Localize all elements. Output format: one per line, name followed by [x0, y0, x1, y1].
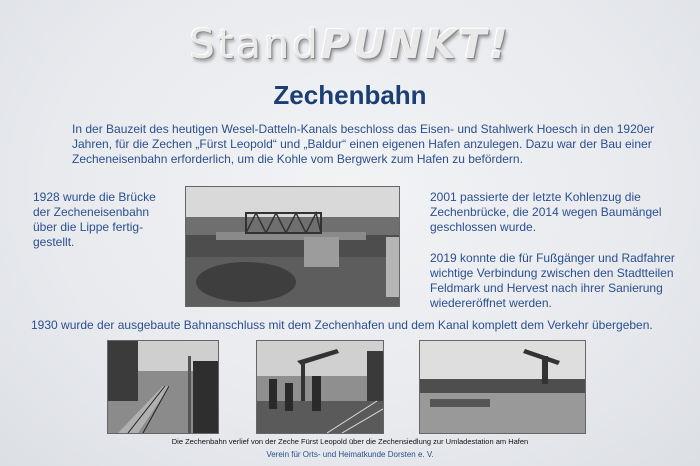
bridge-photo [185, 186, 400, 307]
reopening-2019-text: 2019 konnte die für Fußgänger und Radfahrer wichtige Verbindung zwischen den Stadtteilen Feldmark und Hervest nach ihrer Sanierung wiedereröffnet werden. [430, 251, 675, 310]
route-caption: Die Zechenbahn verlief von der Zeche Fürst Leopold über die Zechensiedlung zur Umladestation am Hafen [171, 437, 529, 446]
association-footer: Verein für Orts- und Heimatkunde Dorsten e. V. [266, 450, 434, 459]
railway-street-drawing [108, 341, 218, 433]
right-column [430, 190, 685, 327]
standpunkt-logo [0, 22, 700, 68]
workers-crane-photo [256, 340, 384, 434]
intro-paragraph: In der Bauzeit des heutigen Wesel-Datteln-Kanals beschloss das Eisen- und Stahlwerk Hoesch in den 1920er Jahren, für die Zechen „Fürst Leopold“ und „Baldur“ einen eigenen Hafen anzulegen. Dazu war der Bau einer Zecheneisenbahn erforderlich, um die Kohle vom Bergwerk zum Hafen zu befördern. [72, 122, 655, 166]
brand-punkt: PUNKT! [320, 22, 511, 68]
bridge-photo-drawing [186, 187, 399, 306]
railway-street-photo [107, 340, 219, 434]
workers-crane-drawing [257, 341, 383, 433]
harbor-1930-text: 1930 wurde der ausgebaute Bahnanschluss mit dem Zechenhafen und dem Kanal komplett dem Verkehr übergeben. [31, 318, 653, 332]
closure-2001-text: 2001 passierte der letzte Kohlenzug die Zechenbrücke, die 2014 wegen Baumängel geschlossen wurde. [430, 190, 662, 234]
harbor-crane-photo [419, 340, 586, 434]
harbor-crane-drawing [420, 341, 585, 433]
brand-stand: Stand [189, 22, 321, 68]
page-title: Zechenbahn [273, 80, 427, 110]
bridge-1928-text: 1928 wurde die Brücke der Zecheneisenbahn über die Lippe fertig-gestellt. [33, 190, 156, 249]
